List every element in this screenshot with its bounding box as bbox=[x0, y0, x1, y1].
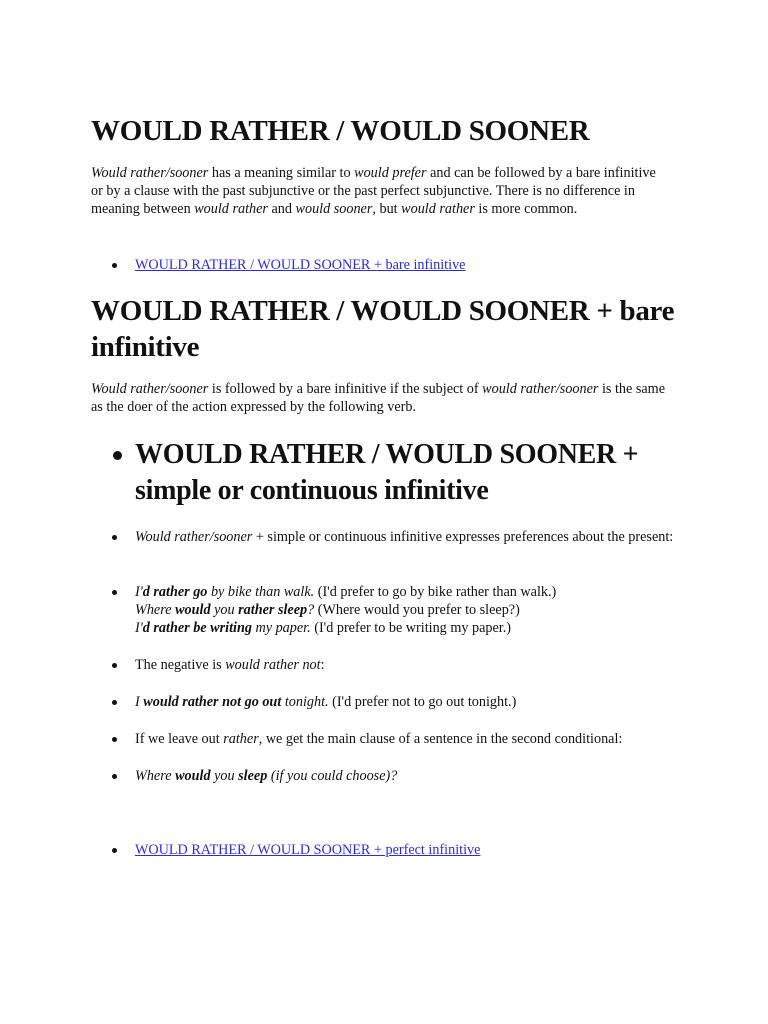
bullet-icon bbox=[112, 700, 117, 705]
bullet-icon bbox=[113, 451, 122, 460]
bullet-icon bbox=[112, 263, 117, 268]
bare-infinitive-link[interactable]: WOULD RATHER / WOULD SOONER + bare infinitive bbox=[135, 257, 466, 273]
page-title: WOULD RATHER / WOULD SOONER bbox=[91, 115, 590, 147]
intro-paragraph: Would rather/sooner has a meaning similar to would prefer and can be followed by a bare infinitive or by a clause with the past subjunctive or the past perfect subjunctive. There is no difference in meaning between would rather and would sooner, but would rather is more common. bbox=[91, 165, 656, 217]
intro-term: Would rather/sooner bbox=[91, 165, 209, 181]
bare-infinitive-description: Would rather/sooner is followed by a bare infinitive if the subject of would rather/sooner is the same as the doer of the action expressed by the following verb. bbox=[91, 381, 666, 415]
section-heading-bare-infinitive: WOULD RATHER / WOULD SOONER + bare infinitive bbox=[91, 295, 675, 363]
bullet-icon bbox=[112, 535, 117, 540]
bullet-icon bbox=[112, 774, 117, 779]
bullet-icon bbox=[112, 590, 117, 595]
bullet-icon bbox=[112, 737, 117, 742]
bullet-icon bbox=[112, 663, 117, 668]
perfect-infinitive-link[interactable]: WOULD RATHER / WOULD SOONER + perfect infinitive bbox=[135, 842, 481, 858]
bullet-icon bbox=[112, 848, 117, 853]
subsection-heading: WOULD RATHER / WOULD SOONER + simple or continuous infinitive bbox=[135, 439, 639, 506]
